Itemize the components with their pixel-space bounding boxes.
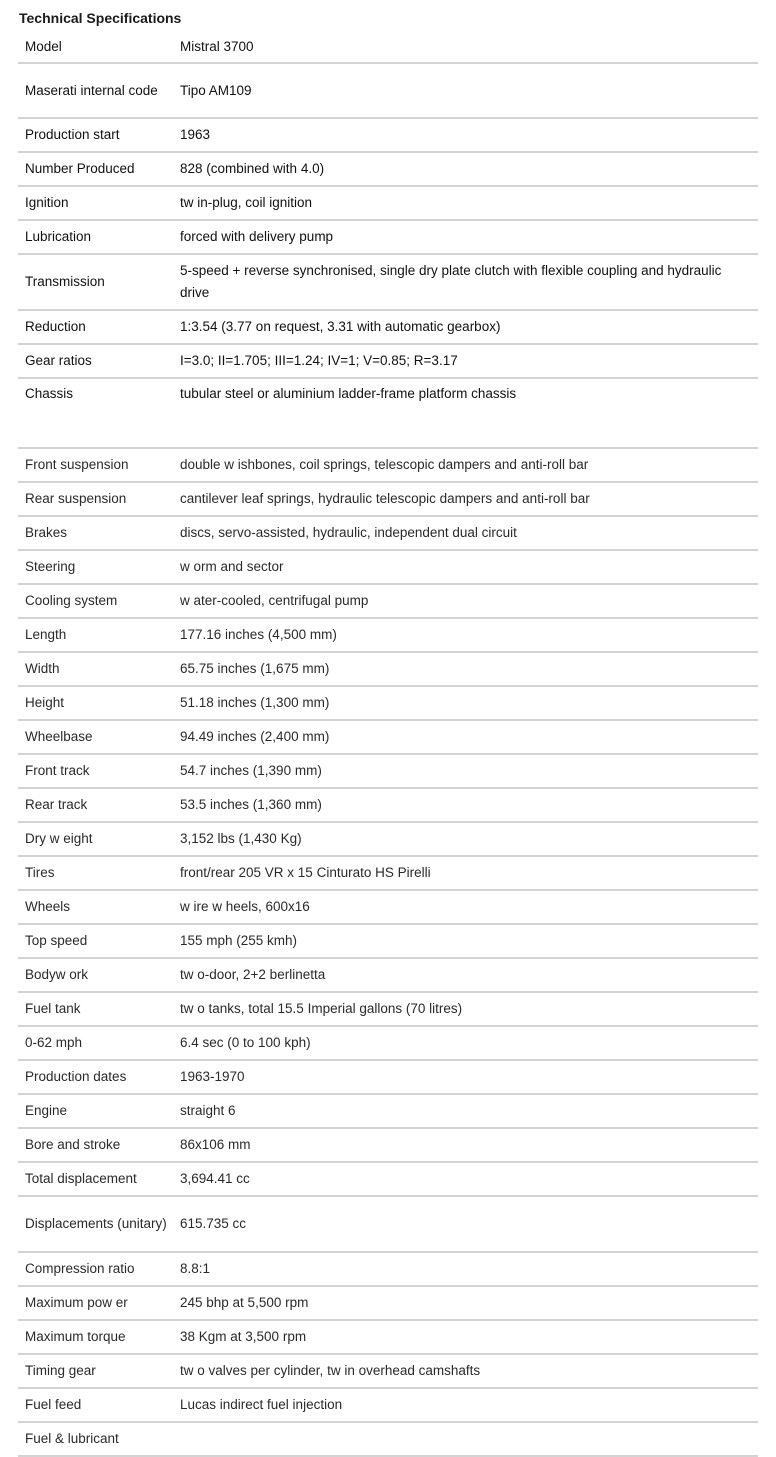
spec-row (18, 1196, 758, 1252)
spec-value (180, 1422, 758, 1456)
spec-label: Timing gear (18, 1354, 180, 1388)
spec-row (18, 63, 758, 118)
spec-label: Lubrication (18, 220, 180, 254)
spec-value: forced with delivery pump (180, 220, 758, 254)
spec-label: Reduction (18, 310, 180, 344)
spec-row (18, 1094, 758, 1128)
spec-label: Front suspension (18, 448, 180, 482)
spec-row (18, 152, 758, 186)
spec-row (18, 958, 758, 992)
spec-label: Rear suspension (18, 482, 180, 516)
spec-label: Front track (18, 754, 180, 788)
spec-label: Top speed (18, 924, 180, 958)
spec-row (18, 1060, 758, 1094)
spec-row (18, 448, 758, 482)
spec-label: Maserati internal code (18, 63, 180, 118)
spec-row (18, 186, 758, 220)
spec-label: Bore and stroke (18, 1128, 180, 1162)
spec-row (18, 1162, 758, 1196)
spec-value: double w ishbones, coil springs, telescopic dampers and anti-roll bar (180, 448, 758, 482)
spec-row (18, 686, 758, 720)
spec-label: Number Produced (18, 152, 180, 186)
spec-row (18, 1422, 758, 1456)
spec-label: Displacements (unitary) (18, 1196, 180, 1252)
spec-value: 6.4 sec (0 to 100 kph) (180, 1026, 758, 1060)
spec-label: Engine (18, 1094, 180, 1128)
spec-value: 65.75 inches (1,675 mm) (180, 652, 758, 686)
spec-value: Tipo AM109 (180, 63, 758, 118)
spec-value: w ire w heels, 600x16 (180, 890, 758, 924)
spec-value: 1:3.54 (3.77 on request, 3.31 with automatic gearbox) (180, 310, 758, 344)
spec-label: Transmission (18, 254, 180, 310)
spec-value: w ater-cooled, centrifugal pump (180, 584, 758, 618)
spec-label: Production start (18, 118, 180, 152)
spec-label: Rear track (18, 788, 180, 822)
spec-row (18, 550, 758, 584)
specifications-table (18, 31, 758, 1457)
spec-value: 245 bhp at 5,500 rpm (180, 1286, 758, 1320)
spec-label: Height (18, 686, 180, 720)
spec-label: Steering (18, 550, 180, 584)
spec-row (18, 1252, 758, 1286)
spec-label: Maximum pow er (18, 1286, 180, 1320)
spec-label: Fuel tank (18, 992, 180, 1026)
spec-value: front/rear 205 VR x 15 Cinturato HS Pirelli (180, 856, 758, 890)
spec-label: Dry w eight (18, 822, 180, 856)
spec-row (18, 310, 758, 344)
spec-row (18, 1286, 758, 1320)
spec-value: 177.16 inches (4,500 mm) (180, 618, 758, 652)
spec-row (18, 482, 758, 516)
spec-value: 53.5 inches (1,360 mm) (180, 788, 758, 822)
spec-value: 1963-1970 (180, 1060, 758, 1094)
spec-row (18, 856, 758, 890)
spec-row (18, 1320, 758, 1354)
spec-value: tubular steel or aluminium ladder-frame platform chassis (180, 378, 758, 448)
spec-value: 1963 (180, 118, 758, 152)
spec-row (18, 254, 758, 310)
spec-row (18, 31, 758, 63)
spec-row (18, 1354, 758, 1388)
spec-value: 155 mph (255 kmh) (180, 924, 758, 958)
spec-label: Ignition (18, 186, 180, 220)
spec-value: 5-speed + reverse synchronised, single dry plate clutch with flexible coupling and hydraulic drive (180, 254, 758, 310)
spec-label: Fuel feed (18, 1388, 180, 1422)
page-title: Technical Specifications (19, 10, 182, 26)
spec-value: 8.8:1 (180, 1252, 758, 1286)
spec-value: 51.18 inches (1,300 mm) (180, 686, 758, 720)
spec-label: Gear ratios (18, 344, 180, 378)
spec-value: Lucas indirect fuel injection (180, 1388, 758, 1422)
spec-value: tw o-door, 2+2 berlinetta (180, 958, 758, 992)
spec-label: Model (18, 31, 180, 63)
spec-row (18, 754, 758, 788)
spec-label: Tires (18, 856, 180, 890)
spec-value: 3,152 lbs (1,430 Kg) (180, 822, 758, 856)
spec-value: tw o tanks, total 15.5 Imperial gallons (70 litres) (180, 992, 758, 1026)
spec-value: cantilever leaf springs, hydraulic telescopic dampers and anti-roll bar (180, 482, 758, 516)
spec-label: 0-62 mph (18, 1026, 180, 1060)
spec-label: Compression ratio (18, 1252, 180, 1286)
spec-row (18, 720, 758, 754)
spec-row (18, 618, 758, 652)
spec-row (18, 1026, 758, 1060)
spec-row (18, 788, 758, 822)
spec-label: Chassis (18, 378, 180, 448)
spec-value: w orm and sector (180, 550, 758, 584)
spec-row (18, 992, 758, 1026)
spec-value: 94.49 inches (2,400 mm) (180, 720, 758, 754)
spec-label: Cooling system (18, 584, 180, 618)
spec-value: 38 Kgm at 3,500 rpm (180, 1320, 758, 1354)
spec-row (18, 516, 758, 550)
spec-row (18, 652, 758, 686)
spec-row (18, 344, 758, 378)
spec-value: discs, servo-assisted, hydraulic, independent dual circuit (180, 516, 758, 550)
spec-row (18, 118, 758, 152)
spec-value: tw in-plug, coil ignition (180, 186, 758, 220)
spec-label: Brakes (18, 516, 180, 550)
spec-row (18, 378, 758, 448)
spec-value: 828 (combined with 4.0) (180, 152, 758, 186)
spec-row (18, 924, 758, 958)
spec-value: Mistral 3700 (180, 31, 758, 63)
spec-row (18, 1388, 758, 1422)
spec-label: Bodyw ork (18, 958, 180, 992)
spec-label: Total displacement (18, 1162, 180, 1196)
spec-value: 54.7 inches (1,390 mm) (180, 754, 758, 788)
spec-label: Production dates (18, 1060, 180, 1094)
spec-value: I=3.0; II=1.705; III=1.24; IV=1; V=0.85; R=3.17 (180, 344, 758, 378)
spec-label: Width (18, 652, 180, 686)
spec-row (18, 890, 758, 924)
spec-label: Fuel & lubricant (18, 1422, 180, 1456)
spec-value: 3,694.41 cc (180, 1162, 758, 1196)
spec-label: Length (18, 618, 180, 652)
spec-label: Wheelbase (18, 720, 180, 754)
spec-label: Wheels (18, 890, 180, 924)
spec-row (18, 1128, 758, 1162)
spec-row (18, 220, 758, 254)
spec-value: 615.735 cc (180, 1196, 758, 1252)
spec-value: tw o valves per cylinder, tw in overhead camshafts (180, 1354, 758, 1388)
spec-row (18, 822, 758, 856)
spec-value: straight 6 (180, 1094, 758, 1128)
spec-value: 86x106 mm (180, 1128, 758, 1162)
spec-row (18, 584, 758, 618)
spec-label: Maximum torque (18, 1320, 180, 1354)
